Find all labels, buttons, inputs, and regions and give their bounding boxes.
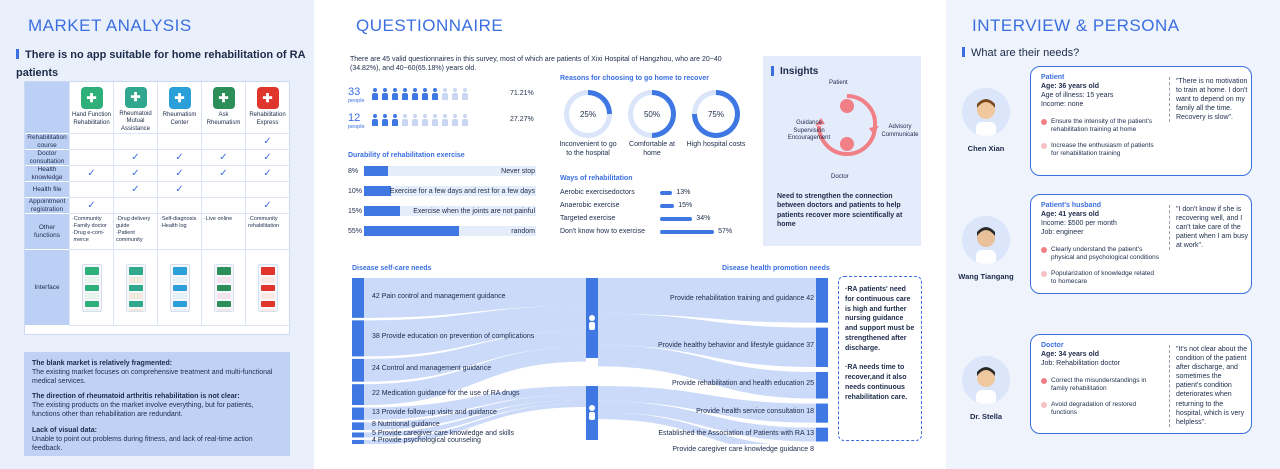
app-screenshot bbox=[82, 264, 102, 312]
row-label: Health file bbox=[25, 182, 69, 198]
durability-pct: 55% bbox=[348, 228, 363, 235]
way-label: Anaerobic exercise bbox=[560, 202, 620, 209]
other-functions-cell bbox=[201, 214, 245, 250]
check-cell bbox=[113, 150, 157, 166]
app-screenshot bbox=[170, 264, 190, 312]
selfcare-label: 24 Control and management guidance bbox=[372, 365, 492, 373]
app-name: Rheumatoid Mutual Assistance bbox=[119, 110, 152, 132]
summary-heading: The direction of rheumatoid arthritis rehabilitation is not clear: bbox=[32, 393, 240, 401]
person-icon bbox=[402, 114, 408, 126]
age-pct: 71.21% bbox=[510, 90, 534, 97]
app-header-4 bbox=[201, 82, 245, 134]
durability-bar bbox=[364, 186, 391, 196]
person-icon bbox=[432, 88, 438, 100]
check-cell bbox=[245, 198, 289, 214]
app-header-2 bbox=[113, 82, 157, 134]
persona-card bbox=[1030, 334, 1252, 434]
person-icon bbox=[382, 114, 388, 126]
reasons-title: Reasons for choosing to go home to recover bbox=[560, 75, 709, 82]
check-cell bbox=[245, 182, 289, 198]
durability-label: Exercise when the joints are not painful bbox=[413, 208, 535, 215]
other-functions-text: ·Drug delivery guide ·Patient community bbox=[116, 216, 151, 243]
persona-need bbox=[1041, 118, 1161, 134]
check-icon: ✓ bbox=[131, 152, 140, 163]
selfcare-title: Disease self-care needs bbox=[352, 265, 432, 272]
way-label: Targeted exercise bbox=[560, 215, 616, 222]
durability-bar bbox=[364, 226, 459, 236]
persona-title: INTERVIEW & PERSONA bbox=[972, 16, 1180, 35]
questionnaire-title: QUESTIONNAIRE bbox=[356, 16, 504, 35]
avatar bbox=[962, 356, 1010, 404]
app-header-1 bbox=[69, 82, 113, 134]
row-label-interface: Interface bbox=[25, 250, 69, 326]
check-cell bbox=[113, 134, 157, 150]
market-analysis-title: MARKET ANALYSIS bbox=[28, 16, 192, 35]
selfcare-label: 42 Pain control and management guidance bbox=[372, 292, 506, 300]
app-name: Hand Function Rehabilitation bbox=[71, 112, 112, 126]
row-label: Doctor consultation bbox=[25, 150, 69, 166]
selfcare-label: 4 Provide psychological counseling bbox=[372, 437, 481, 445]
reason-label: Inconvenient to go to the hospital bbox=[559, 141, 617, 158]
check-icon: ✓ bbox=[131, 184, 140, 195]
person-icon bbox=[412, 114, 418, 126]
need-dot-icon bbox=[1041, 378, 1047, 384]
other-functions-text: ·Live online bbox=[204, 216, 233, 222]
app-screenshot bbox=[258, 264, 278, 312]
need-dot-icon bbox=[1041, 143, 1047, 149]
interface-cell bbox=[69, 250, 113, 326]
other-functions-cell bbox=[157, 214, 201, 250]
reason-label: High hospital costs bbox=[686, 141, 746, 148]
way-bar bbox=[660, 204, 674, 208]
table-corner bbox=[25, 82, 69, 134]
center-icon: ✚ bbox=[169, 87, 191, 109]
durability-bar bbox=[364, 166, 388, 176]
row-label-other: Other functions bbox=[25, 214, 69, 250]
check-cell bbox=[201, 134, 245, 150]
person-icon bbox=[412, 88, 418, 100]
check-icon: ✓ bbox=[175, 168, 184, 179]
app-header-5 bbox=[245, 82, 289, 134]
promo-label: Provide health service consultation 18 bbox=[696, 408, 814, 416]
durability-label: random bbox=[511, 228, 535, 235]
check-icon: ✓ bbox=[263, 152, 272, 163]
persona-info-line: Age: 41 years old bbox=[1041, 211, 1099, 218]
persona-name: Chen Xian bbox=[967, 144, 1005, 153]
check-icon: ✓ bbox=[131, 168, 140, 179]
person-icon bbox=[452, 114, 458, 126]
person-icon bbox=[462, 88, 468, 100]
market-subtitle: There is no app suitable for home rehabilitation of RA patients bbox=[16, 49, 306, 79]
persona-info-line: Age of illness: 15 years bbox=[1041, 91, 1114, 99]
selfcare-label: 5 Provide caregiver care knowledge and skills bbox=[372, 429, 515, 437]
person-icon bbox=[462, 114, 468, 126]
check-icon: ✓ bbox=[175, 184, 184, 195]
selfcare-label: 13 Provide follow-up visits and guidance bbox=[372, 408, 497, 416]
check-cell bbox=[245, 166, 289, 182]
check-cell bbox=[69, 182, 113, 198]
check-cell bbox=[157, 134, 201, 150]
persona-info-line: Job: engineer bbox=[1041, 228, 1084, 236]
way-bar bbox=[660, 230, 714, 234]
durability-chart bbox=[346, 166, 541, 246]
person-icon bbox=[392, 114, 398, 126]
way-pct: 15% bbox=[678, 202, 693, 209]
persona-info-line: Income: $500 per month bbox=[1041, 219, 1117, 227]
age-distribution bbox=[348, 86, 548, 138]
express-icon: ✚ bbox=[257, 87, 279, 109]
need-text: Correct the misunderstandings in family rehabilitation bbox=[1051, 377, 1147, 392]
person-icon bbox=[372, 114, 378, 126]
persona-quote: "I don't know if she is recovering well, and I can't take care of the patient when I am busy at work". bbox=[1169, 205, 1249, 250]
interface-cell bbox=[157, 250, 201, 326]
person-icon bbox=[452, 88, 458, 100]
check-icon: ✓ bbox=[219, 168, 228, 179]
durability-title: Durability of rehabilitation exercise bbox=[348, 152, 465, 159]
check-icon: ✓ bbox=[263, 168, 272, 179]
persona-name: Dr. Stella bbox=[969, 412, 1003, 421]
age-unit: people bbox=[348, 98, 365, 104]
avatar bbox=[962, 88, 1010, 136]
reason-label: Comfortable at home bbox=[629, 141, 675, 158]
need-text: Ensure the intensity of the patient's rehabilitation training at home bbox=[1051, 118, 1152, 133]
persona-need bbox=[1041, 377, 1161, 393]
way-bar bbox=[660, 191, 672, 195]
durability-pct: 15% bbox=[348, 208, 363, 215]
row-label: Rehabilitation course bbox=[25, 134, 69, 150]
check-cell bbox=[69, 198, 113, 214]
persona-card bbox=[1030, 66, 1252, 176]
persona-quote: "It's not clear about the condition of the patient after discharge, and sometimes the patient's condition deteriorates when returning to the hospital, which is very helpless". bbox=[1169, 345, 1249, 427]
persona-info-line: Age: 36 years old bbox=[1041, 83, 1099, 90]
persona-quote: "There is no motivation to train at home. I don't want to depend on my family all the time. Recovery is slow". bbox=[1169, 77, 1249, 122]
check-cell bbox=[69, 150, 113, 166]
reason-pct: 50% bbox=[633, 95, 671, 133]
check-cell bbox=[245, 150, 289, 166]
persona-name: Wang Tiangang bbox=[958, 272, 1014, 281]
durability-label: Exercise for a few days and rest for a few days bbox=[389, 188, 535, 195]
ways-title: Ways of rehabilitation bbox=[560, 175, 633, 182]
check-icon: ✓ bbox=[87, 168, 96, 179]
doctor-icon bbox=[840, 137, 854, 151]
need-text: Clearly understand the patient's physical and psychological conditions bbox=[1051, 246, 1160, 261]
check-cell bbox=[157, 166, 201, 182]
persona-info-line: Income: none bbox=[1041, 100, 1084, 108]
app-name: Ask Rheumatism bbox=[206, 112, 241, 126]
persona-role: Doctor bbox=[1041, 342, 1064, 349]
age-pct: 27.27% bbox=[510, 116, 534, 123]
persona-info-line: Job: Rehabilitation doctor bbox=[1041, 359, 1120, 367]
durability-label: Never stop bbox=[501, 168, 535, 175]
persona-role: Patient's husband bbox=[1041, 202, 1102, 209]
bullet-icon bbox=[16, 49, 19, 59]
selfcare-label: 38 Provide education on prevention of complications bbox=[372, 333, 535, 341]
check-cell bbox=[157, 150, 201, 166]
need-text: Avoid degradation of restored functions bbox=[1051, 401, 1137, 416]
check-cell bbox=[201, 182, 245, 198]
insights-title: Insights bbox=[771, 66, 818, 77]
check-icon: ✓ bbox=[87, 200, 96, 211]
age-count: 33 bbox=[348, 86, 361, 98]
person-icon bbox=[422, 88, 428, 100]
age-count: 12 bbox=[348, 112, 361, 124]
patient-icon bbox=[840, 99, 854, 113]
check-cell bbox=[245, 134, 289, 150]
summary-heading: Lack of visual data: bbox=[32, 426, 97, 434]
durability-pct: 10% bbox=[348, 188, 363, 195]
reason-pct: 25% bbox=[569, 95, 607, 133]
selfcare-label: 22 Medication guidance for the use of RA drugs bbox=[372, 389, 520, 397]
age-unit: people bbox=[348, 124, 365, 130]
interface-cell bbox=[113, 250, 157, 326]
other-functions-text: ·Community rehabilitation bbox=[248, 216, 280, 229]
app-header-3 bbox=[157, 82, 201, 134]
summary-body: The existing products on the market involve everything, but for patients, functions other than rehabilitation are redundant. bbox=[32, 402, 254, 419]
check-icon: ✓ bbox=[263, 136, 272, 147]
survey-intro: There are 45 valid questionnaires in this survey, most of which are patients of Xixi Hospital of Hangzhou, who are 20~40 (34.82%), and 40~60(65.18%) years old. bbox=[350, 56, 722, 73]
market-summary bbox=[24, 352, 290, 456]
summary-body: Unable to point out problems during fitness, and lack of real-time action feedback. bbox=[32, 435, 253, 452]
age-row bbox=[348, 112, 548, 138]
check-cell bbox=[69, 134, 113, 150]
app-name: Rheumatism Center bbox=[162, 112, 197, 126]
other-functions-cell bbox=[113, 214, 157, 250]
person-icon bbox=[382, 88, 388, 100]
persona-subtitle: What are their needs? bbox=[962, 43, 1079, 61]
check-cell bbox=[201, 198, 245, 214]
check-cell bbox=[157, 198, 201, 214]
person-icon bbox=[442, 88, 448, 100]
need-text: Increase the enthusiasm of patients for rehabilitation training bbox=[1051, 142, 1154, 157]
check-cell bbox=[113, 166, 157, 182]
person-icon bbox=[372, 88, 378, 100]
persona-role: Patient bbox=[1041, 74, 1065, 81]
way-pct: 34% bbox=[696, 215, 711, 222]
competitor-table bbox=[24, 81, 290, 335]
insights-box bbox=[763, 56, 921, 246]
way-pct: 57% bbox=[718, 228, 733, 235]
promo-label: Provide rehabilitation and health education 25 bbox=[671, 380, 814, 388]
way-label: Don't know how to exercise bbox=[560, 228, 645, 235]
persona-info bbox=[1041, 211, 1117, 237]
need-text: Popularization of knowledge related to homecare bbox=[1051, 270, 1154, 285]
row-label: Health knowledge bbox=[25, 166, 69, 182]
other-functions-cell bbox=[245, 214, 289, 250]
summary-body: The existing market focuses on comprehensive treatment and multi-functional medical services. bbox=[32, 369, 273, 386]
person-icon bbox=[402, 88, 408, 100]
needs-note-text: ·RA patients' need for continuous care is high and further nursing guidance and support must be strengthened after discharge. ·RA needs time to recover,and it also needs continuous rehabilitation care. bbox=[845, 286, 915, 401]
way-label: Aerobic exercisedoctors bbox=[560, 189, 635, 196]
other-functions-text: ·Community ·Family doctor ·Drug e-com- merce bbox=[72, 216, 107, 243]
insight-text: Need to strengthen the connection between doctors and patients to help patients recover more scientifically at home bbox=[777, 193, 903, 229]
reason-pct: 75% bbox=[697, 95, 735, 133]
promo-label: Provide caregiver care knowledge guidance 8 bbox=[672, 445, 814, 453]
persona-need bbox=[1041, 270, 1161, 286]
check-icon: ✓ bbox=[175, 152, 184, 163]
people-icons bbox=[372, 113, 472, 131]
check-cell bbox=[113, 182, 157, 198]
flower-icon: ✚ bbox=[213, 87, 235, 109]
check-cell bbox=[69, 166, 113, 182]
persona-info bbox=[1041, 351, 1120, 369]
insight-right: Advisory Communicate bbox=[881, 124, 919, 138]
people-icons bbox=[372, 87, 472, 105]
check-cell bbox=[201, 166, 245, 182]
hand-icon: ✚ bbox=[81, 87, 103, 109]
need-dot-icon bbox=[1041, 402, 1047, 408]
selfcare-label: 8 Nutritional guidance bbox=[372, 421, 440, 429]
way-bar bbox=[660, 217, 692, 221]
promo-title: Disease health promotion needs bbox=[722, 265, 830, 272]
other-functions-text: ·Self-diagnosis ·Health log bbox=[160, 216, 197, 229]
promo-label: Provide rehabilitation training and guidance 42 bbox=[670, 295, 814, 303]
app-name: Rehabilitation Express bbox=[249, 112, 286, 126]
person-icon bbox=[442, 114, 448, 126]
persona-need bbox=[1041, 401, 1161, 417]
needs-note bbox=[838, 276, 922, 441]
check-cell bbox=[201, 150, 245, 166]
durability-pct: 8% bbox=[348, 168, 359, 175]
row-label: Appointment registration bbox=[25, 198, 69, 214]
insight-patient: Patient bbox=[829, 80, 848, 86]
app-screenshot bbox=[126, 264, 146, 312]
avatar bbox=[962, 216, 1010, 264]
interface-cell bbox=[245, 250, 289, 326]
person-icon bbox=[422, 114, 428, 126]
ways-chart bbox=[560, 188, 750, 244]
check-cell bbox=[157, 182, 201, 198]
need-dot-icon bbox=[1041, 119, 1047, 125]
check-cell bbox=[113, 198, 157, 214]
persona-need bbox=[1041, 142, 1161, 158]
need-dot-icon bbox=[1041, 271, 1047, 277]
durability-bar bbox=[364, 206, 400, 216]
summary-heading: The blank market is relatively fragmented: bbox=[32, 360, 173, 367]
check-icon: ✓ bbox=[219, 152, 228, 163]
check-icon: ✓ bbox=[263, 200, 272, 211]
insight-left: Guidance Supervision Encouragement bbox=[787, 120, 831, 141]
person-icon bbox=[392, 88, 398, 100]
persona-card bbox=[1030, 194, 1252, 294]
promo-label: Established the Association of Patients with RA 13 bbox=[658, 429, 814, 437]
age-row bbox=[348, 86, 548, 112]
need-dot-icon bbox=[1041, 247, 1047, 253]
promo-label: Provide healthy behavior and lifestyle guidance 37 bbox=[657, 342, 814, 350]
people-icon: ✚ bbox=[125, 87, 147, 108]
interface-cell bbox=[201, 250, 245, 326]
app-screenshot bbox=[214, 264, 234, 312]
person-icon bbox=[432, 114, 438, 126]
way-pct: 13% bbox=[676, 189, 691, 196]
persona-info bbox=[1041, 83, 1113, 109]
persona-need bbox=[1041, 246, 1161, 262]
persona-info-line: Age: 34 years old bbox=[1041, 351, 1099, 358]
reasons-chart bbox=[556, 88, 756, 168]
insight-doctor: Doctor bbox=[831, 174, 849, 180]
other-functions-cell bbox=[69, 214, 113, 250]
